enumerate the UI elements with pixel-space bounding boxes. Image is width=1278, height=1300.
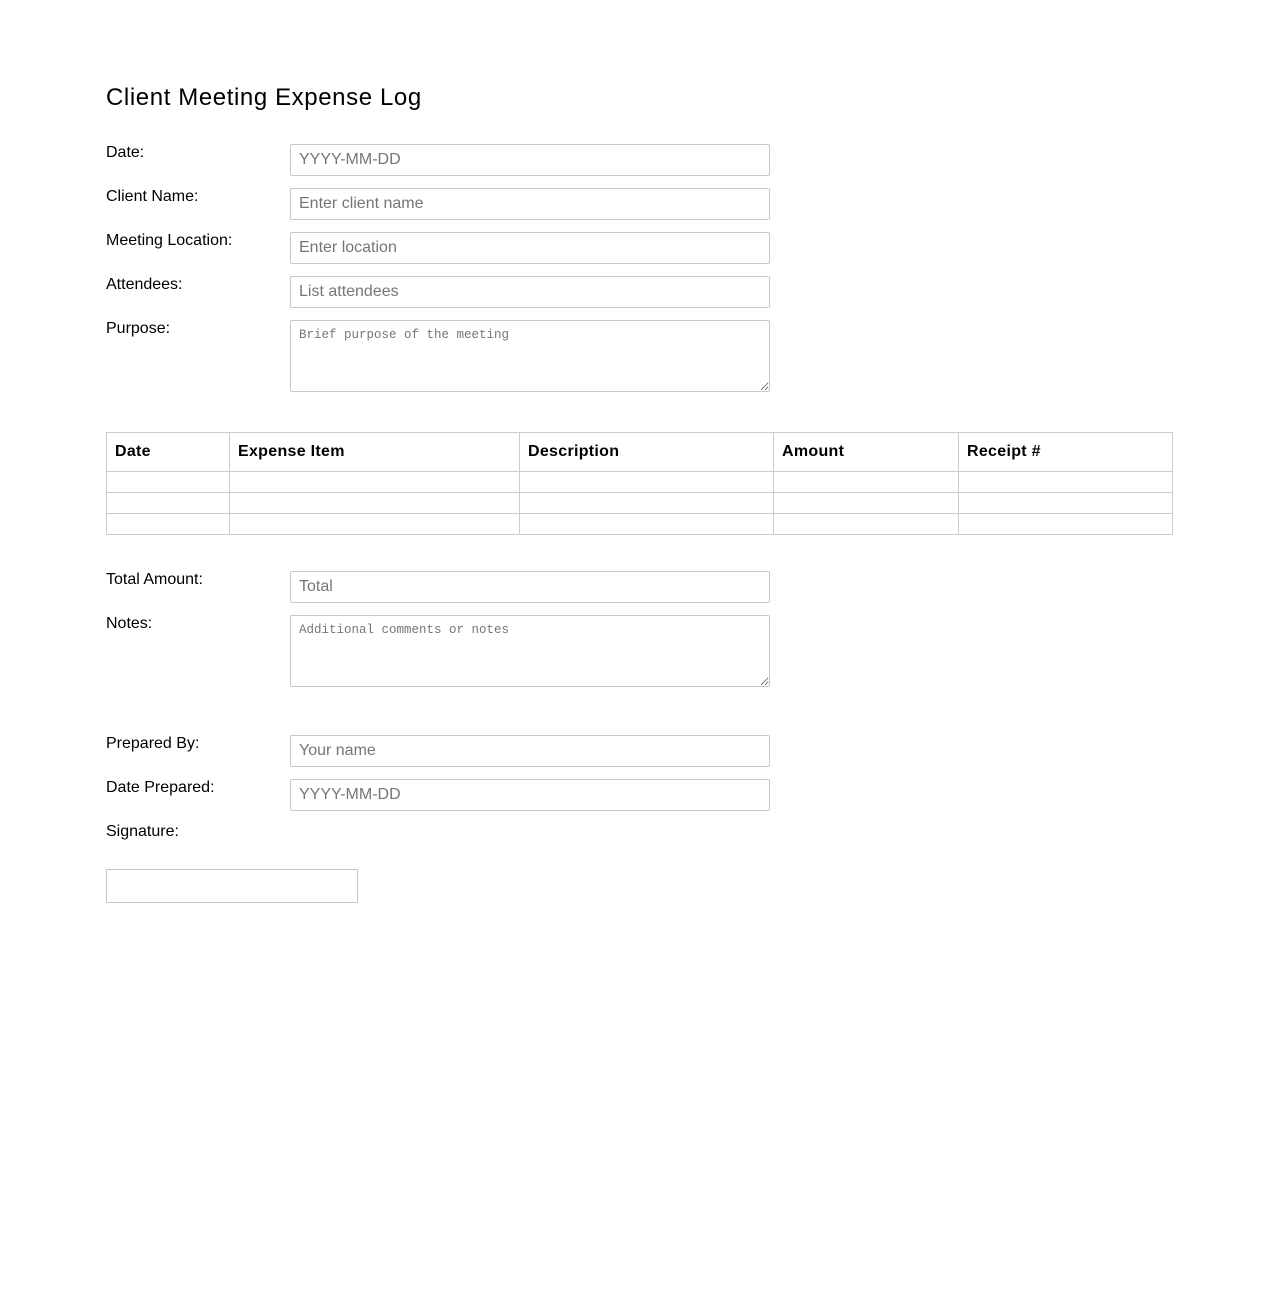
table-cell[interactable] — [959, 514, 1173, 535]
client-name-row — [106, 188, 770, 220]
client-name-input[interactable] — [290, 188, 770, 220]
column-header-expense-item: Expense Item — [230, 433, 520, 472]
date-row — [106, 144, 770, 176]
date-input[interactable] — [290, 144, 770, 176]
table-cell[interactable] — [774, 514, 959, 535]
table-cell[interactable] — [107, 514, 230, 535]
table-cell[interactable] — [959, 472, 1173, 493]
table-cell[interactable] — [774, 493, 959, 514]
expense-table — [106, 432, 1173, 535]
meeting-location-input[interactable] — [290, 232, 770, 264]
table-cell[interactable] — [520, 493, 774, 514]
column-header-amount: Amount — [774, 433, 959, 472]
column-header-description: Description — [520, 433, 774, 472]
attendees-row — [106, 276, 770, 308]
date-prepared-row — [106, 779, 770, 811]
table-cell[interactable] — [107, 472, 230, 493]
purpose-label: Purpose: — [106, 320, 171, 337]
purpose-textarea[interactable] — [290, 320, 770, 392]
total-amount-label: Total Amount: — [106, 571, 203, 588]
meeting-location-label: Meeting Location: — [106, 232, 233, 249]
column-header-date: Date — [107, 433, 230, 472]
attendees-label: Attendees: — [106, 276, 183, 293]
table-cell[interactable] — [230, 514, 520, 535]
table-cell[interactable] — [520, 472, 774, 493]
notes-label: Notes: — [106, 615, 153, 632]
table-cell[interactable] — [230, 493, 520, 514]
purpose-row — [106, 320, 770, 392]
prepared-by-row — [106, 735, 770, 767]
signature-label: Signature: — [106, 823, 179, 840]
table-cell[interactable] — [230, 472, 520, 493]
table-cell[interactable] — [107, 493, 230, 514]
notes-textarea[interactable] — [290, 615, 770, 687]
table-row — [107, 514, 1173, 535]
client-name-label: Client Name: — [106, 188, 199, 205]
total-amount-row — [106, 571, 770, 603]
prepared-by-label: Prepared By: — [106, 735, 200, 752]
prepared-by-input[interactable] — [290, 735, 770, 767]
table-row — [107, 472, 1173, 493]
signature-box[interactable] — [106, 869, 358, 903]
date-label: Date: — [106, 144, 145, 161]
notes-row — [106, 615, 770, 687]
table-cell[interactable] — [959, 493, 1173, 514]
table-header-row — [107, 433, 1173, 472]
table-row — [107, 493, 1173, 514]
total-amount-input[interactable] — [290, 571, 770, 603]
date-prepared-label: Date Prepared: — [106, 779, 215, 796]
table-cell[interactable] — [774, 472, 959, 493]
date-prepared-input[interactable] — [290, 779, 770, 811]
attendees-input[interactable] — [290, 276, 770, 308]
table-cell[interactable] — [520, 514, 774, 535]
meeting-location-row — [106, 232, 770, 264]
page-title: Client Meeting Expense Log — [106, 84, 422, 111]
column-header-receipt: Receipt # — [959, 433, 1173, 472]
